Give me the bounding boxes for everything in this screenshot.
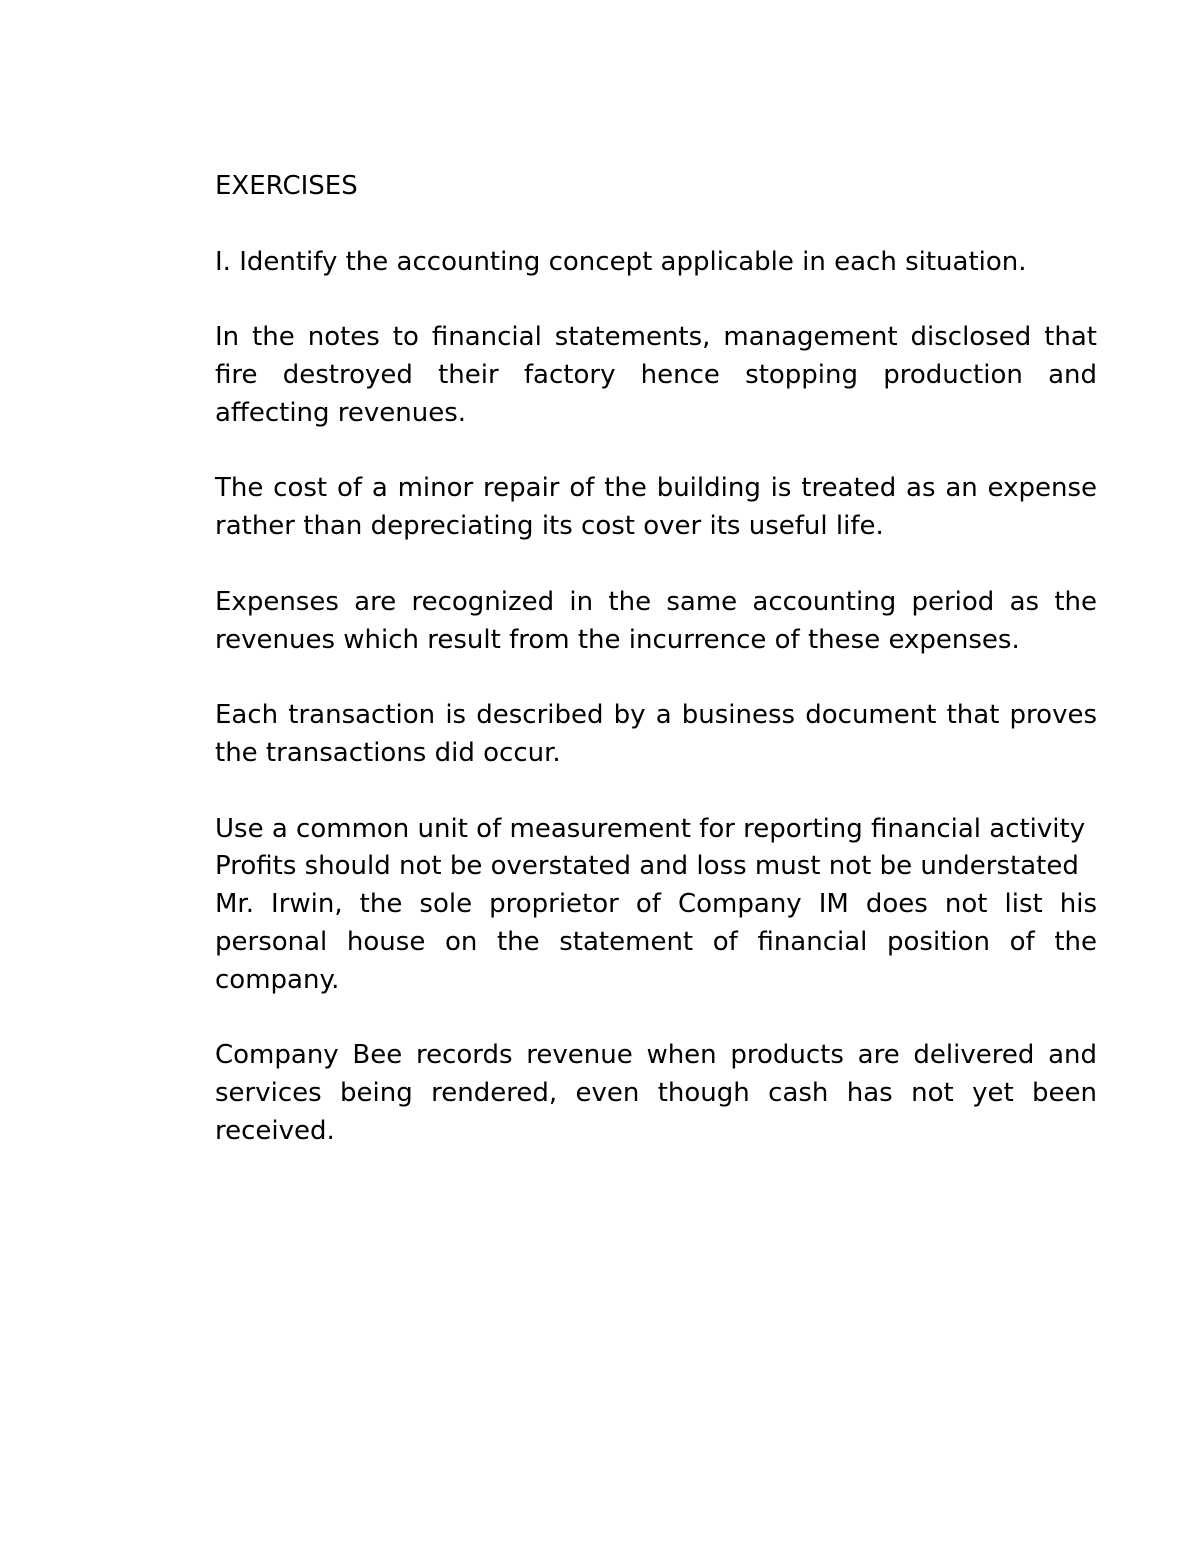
- situation-item: Company Bee records revenue when products are delivered and services being rendered, even though cash has not yet been received.: [215, 1040, 1097, 1146]
- situation-item: The cost of a minor repair of the building is treated as an expense rather than depreciating its cost over its useful life.: [215, 473, 1097, 542]
- document-body: [215, 168, 1097, 1151]
- spacer: [215, 1000, 1097, 1038]
- situation-item: Expenses are recognized in the same accounting period as the revenues which result from the incurrence of these expenses.: [215, 586, 1097, 655]
- situation-item: In the notes to financial statements, management disclosed that fire destroyed their factory hence stopping production and affecting revenues.: [215, 322, 1097, 428]
- situation-item: Profits should not be overstated and loss must not be understated: [215, 851, 1079, 882]
- situation-item: Use a common unit of measurement for reporting financial activity: [215, 813, 1086, 844]
- spacer: [215, 206, 1097, 244]
- exercises-heading: EXERCISES: [215, 171, 358, 201]
- spacer: [215, 433, 1097, 471]
- situation-item: Each transaction is described by a business document that proves the transactions did occur.: [215, 700, 1097, 768]
- spacer: [215, 659, 1097, 697]
- spacer: [215, 281, 1097, 319]
- exercise-instruction: I. Identify the accounting concept applicable in each situation.: [215, 246, 1027, 277]
- spacer: [215, 773, 1097, 811]
- spacer: [215, 546, 1097, 584]
- situation-item: Mr. Irwin, the sole proprietor of Company IM does not list his personal house on the statement of financial position of the company.: [215, 889, 1097, 995]
